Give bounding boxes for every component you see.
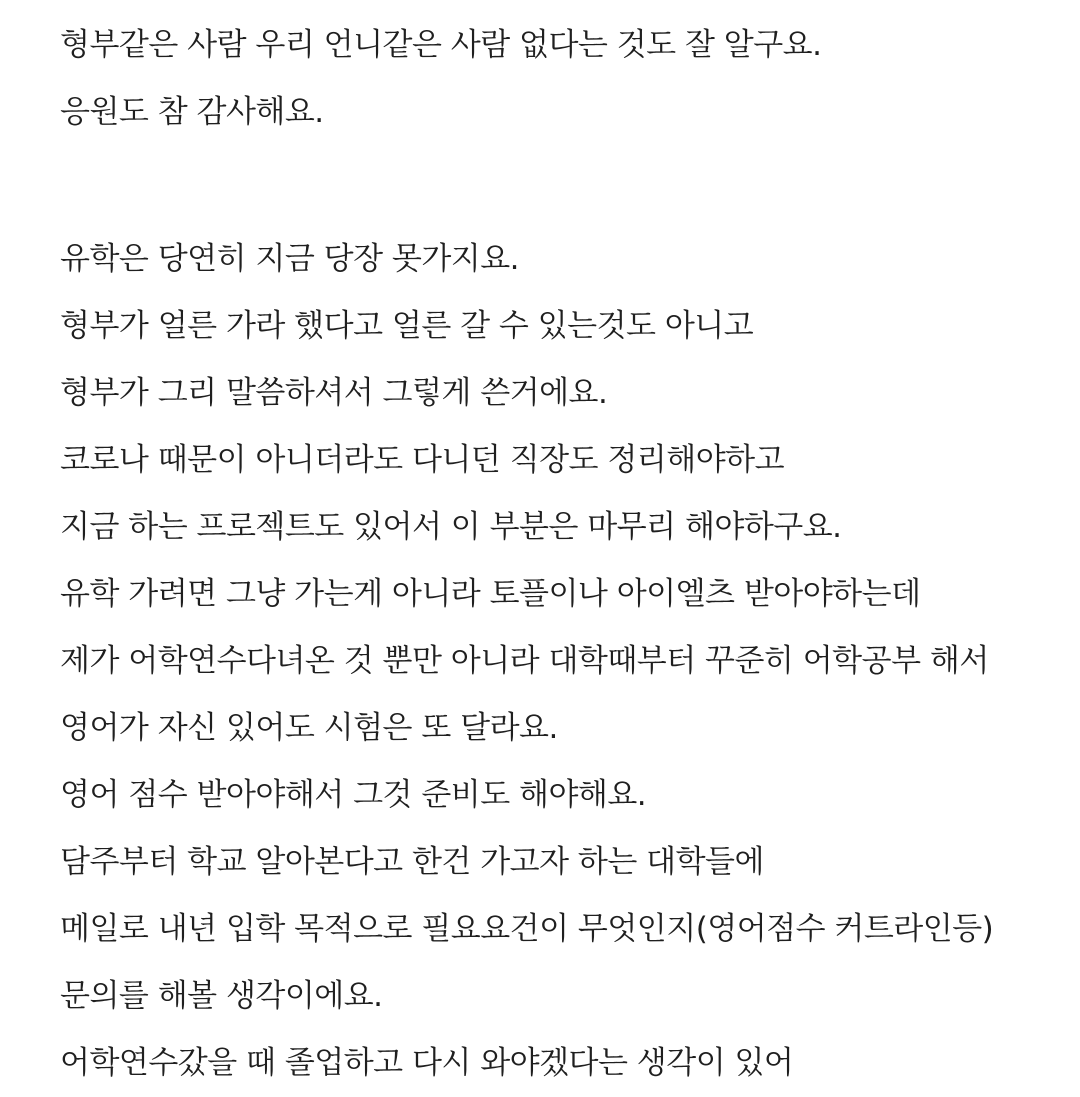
text-line: 지금 하는 프로젝트도 있어서 이 부분은 마무리 해야하구요. xyxy=(60,509,842,545)
document-body xyxy=(60,12,1060,1097)
text-line: 메일로 내년 입학 목적으로 필요요건이 무엇인지(영어점수 커트라인등) xyxy=(60,911,994,947)
text-line: 유학 가려면 그냥 가는게 아니라 토플이나 아이엘츠 받아야하는데 xyxy=(60,576,921,612)
text-line: 어학연수갔을 때 졸업하고 다시 와야겠다는 생각이 있어 xyxy=(60,1045,794,1081)
text-line: 유학은 당연히 지금 당장 못가지요. xyxy=(60,241,520,277)
text-line: 영어가 자신 있어도 시험은 또 달라요. xyxy=(60,710,558,746)
text-line: 제가 어학연수다녀온 것 뿐만 아니라 대학때부터 꾸준히 어학공부 해서 xyxy=(60,643,989,679)
text-line: 형부가 그리 말씀하셔서 그렇게 쓴거에요. xyxy=(60,375,608,411)
text-line: 응원도 참 감사해요. xyxy=(60,94,324,130)
text-line: 담주부터 학교 알아본다고 한건 가고자 하는 대학들에 xyxy=(60,844,764,880)
text-line: 코로나 때문이 아니더라도 다니던 직장도 정리해야하고 xyxy=(60,442,785,478)
text-line: 영어 점수 받아야해서 그것 준비도 해야해요. xyxy=(60,777,647,813)
blank-line xyxy=(60,146,1060,226)
text-line: 형부가 얼른 가라 했다고 얼른 갈 수 있는것도 아니고 xyxy=(60,308,754,344)
text-line: 문의를 해볼 생각이에요. xyxy=(60,978,383,1014)
text-line: 형부같은 사람 우리 언니같은 사람 없다는 것도 잘 알구요. xyxy=(60,27,822,63)
